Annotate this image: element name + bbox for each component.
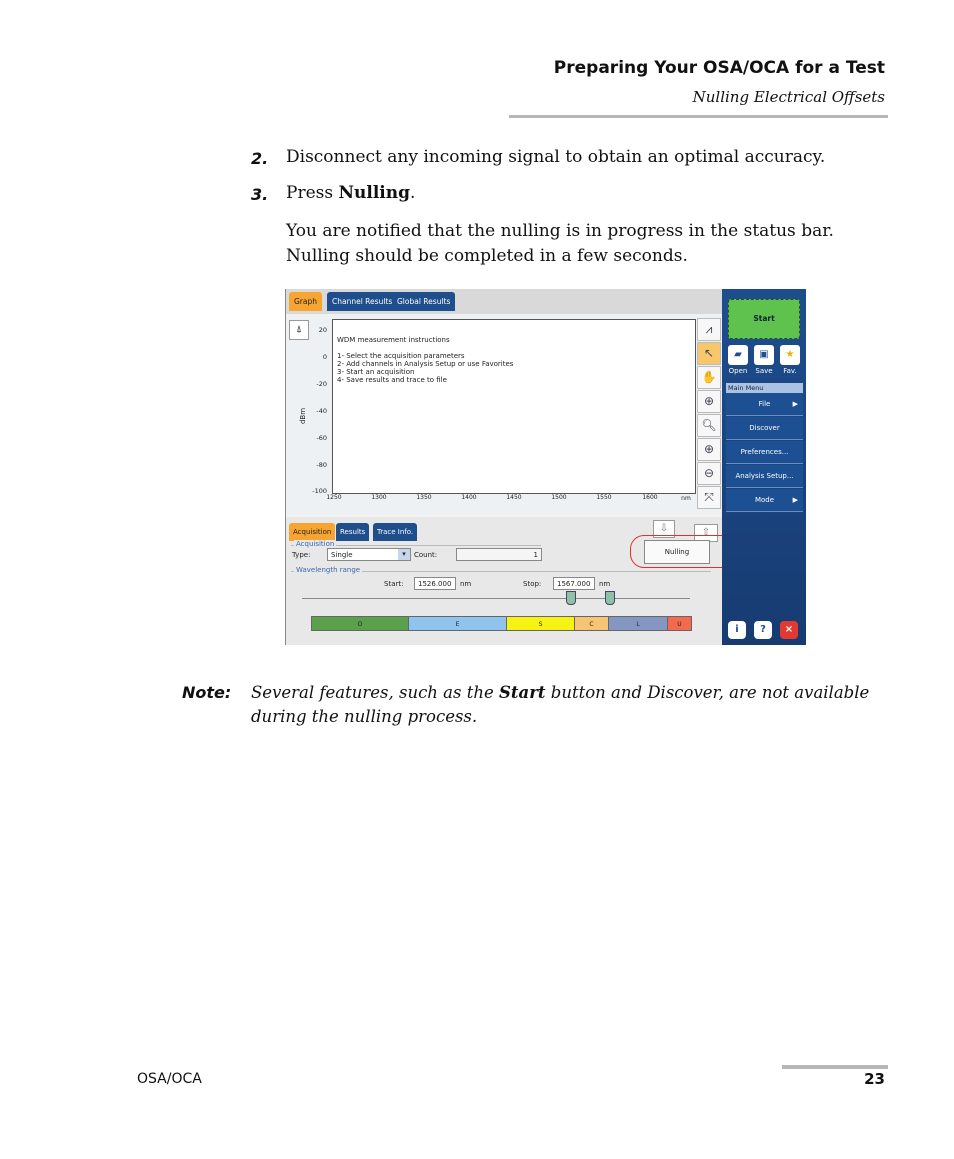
tab-trace-info[interactable]: Trace Info. [373,523,417,541]
start-button[interactable]: Start [728,299,800,339]
x-tick: 1500 [551,494,567,501]
x-unit: nm [681,495,691,502]
pan-hand-icon[interactable]: ✋ [697,366,721,389]
tab-global-results[interactable]: Global Results [392,292,455,311]
x-tick: 1600 [642,494,658,501]
instruction-line: 3- Start an acquisition [337,368,415,376]
note-label: Note: [182,683,232,702]
close-icon[interactable]: × [780,621,798,639]
graph-panel [286,314,722,514]
stop-wavelength-field[interactable]: 1567.000 [553,577,595,590]
submenu-arrow-icon: ▶ [792,400,798,408]
spectrum-icon[interactable]: ⍋ [289,320,309,340]
x-tick: 1450 [506,494,522,501]
menu-item-file[interactable]: File ▶ [726,393,803,416]
sidebar [722,289,806,645]
trace-view-icon[interactable]: ⩘ [697,318,721,341]
wavelength-group-label: Wavelength range [296,566,361,574]
expand-up-icon[interactable]: ⇧ [694,524,718,542]
x-tick: 1400 [461,494,477,501]
y-tick: 0 [322,353,327,361]
zoom-icon[interactable]: 🔍︎ [697,414,721,437]
favorites-star-icon[interactable]: ★ [780,345,800,365]
pointer-icon[interactable]: ↖ [697,342,721,365]
type-label: Type: [292,551,311,559]
count-label: Count: [414,551,438,559]
nulling-button[interactable]: Nulling [644,540,710,564]
band-s: S [506,616,575,631]
start-term: Start [499,683,546,702]
open-folder-icon[interactable]: ▰ [728,345,748,365]
range-slider-track[interactable] [302,598,690,599]
zoom-in-icon[interactable]: ⊕ [697,438,721,461]
y-tick: -100 [312,487,327,495]
y-axis-label: dBm [299,407,308,425]
step-3-number: 3. [251,185,269,204]
start-label: Start: [384,580,404,588]
step-2-number: 2. [251,149,269,168]
tab-results[interactable]: Results [336,523,369,541]
x-tick: 1550 [596,494,612,501]
start-unit: nm [460,580,472,588]
band-c: C [574,616,609,631]
chevron-down-icon: ▾ [398,549,410,560]
count-field[interactable]: 1 [456,548,542,561]
band-e: E [408,616,507,631]
instruction-line: 4- Save results and trace to file [337,376,447,384]
band-u: U [667,616,692,631]
instruction-line: 2- Add channels in Analysis Setup or use Favorites [337,360,514,368]
submenu-arrow-icon: ▶ [792,496,798,504]
zoom-fit-icon[interactable]: ⊕ [697,390,721,413]
footer-rule [782,1065,888,1069]
note-text: Several features, such as the Start button and Discover, are not available during the nulling process. [251,683,870,726]
running-header-subtitle: Nulling Electrical Offsets [692,88,885,106]
x-tick: 1250 [326,494,342,501]
plot-area [332,319,696,494]
acquisition-group [291,540,541,548]
tab-acquisition[interactable]: Acquisition [289,523,335,541]
zoom-out-icon[interactable]: ⊖ [697,462,721,485]
type-select[interactable]: Single ▾ [327,548,411,561]
acquisition-group-label: Acquisition [296,540,335,548]
help-icon[interactable]: ? [754,621,772,639]
collapse-down-icon[interactable]: ⇩ [653,520,675,538]
menu-item-mode[interactable]: Mode ▶ [726,489,803,512]
tab-graph[interactable]: Graph [289,292,322,311]
y-tick: -40 [316,407,327,415]
y-tick: -20 [316,380,327,388]
x-tick: 1300 [371,494,387,501]
y-tick: -80 [316,461,327,469]
y-tick: -60 [316,434,327,442]
info-icon[interactable]: i [728,621,746,639]
wavelength-group [291,566,711,574]
band-o: O [311,616,409,631]
menu-item-analysis-setup[interactable]: Analysis Setup... [726,465,803,488]
tab-channel-results[interactable]: Channel Results [327,292,397,311]
fav-label: Fav. [783,367,797,375]
menu-item-discover[interactable]: Discover [726,417,803,440]
running-header-title: Preparing Your OSA/OCA for a Test [553,58,885,78]
full-view-icon[interactable]: ⤧ [697,486,721,509]
y-tick: 20 [318,326,327,334]
step-2-text: Disconnect any incoming signal to obtain an optimal accuracy. [286,147,826,167]
step-3-paragraph: You are notified that the nulling is in progress in the status bar. Nulling should be completed in a few seconds. [286,221,834,266]
main-menu-header: Main Menu [726,383,803,393]
instructions-title: WDM measurement instructions [337,336,450,344]
step-3-text: Press Nulling. [286,183,416,203]
range-start-handle[interactable] [566,591,576,605]
osa-screenshot [285,289,806,645]
stop-label: Stop: [523,580,542,588]
header-rule [509,115,888,118]
start-wavelength-field[interactable]: 1526.000 [414,577,456,590]
save-label: Save [755,367,773,375]
x-tick: 1350 [416,494,432,501]
nulling-term: Nulling [338,183,411,203]
menu-item-preferences[interactable]: Preferences... [726,441,803,464]
range-stop-handle[interactable] [605,591,615,605]
footer-product: OSA/OCA [137,1071,202,1087]
page-number: 23 [864,1070,885,1088]
open-label: Open [728,367,748,375]
stop-unit: nm [599,580,611,588]
top-tab-bar [286,289,722,314]
save-disk-icon[interactable]: ▣ [754,345,774,365]
instruction-line: 1- Select the acquisition parameters [337,352,465,360]
band-l: L [608,616,668,631]
